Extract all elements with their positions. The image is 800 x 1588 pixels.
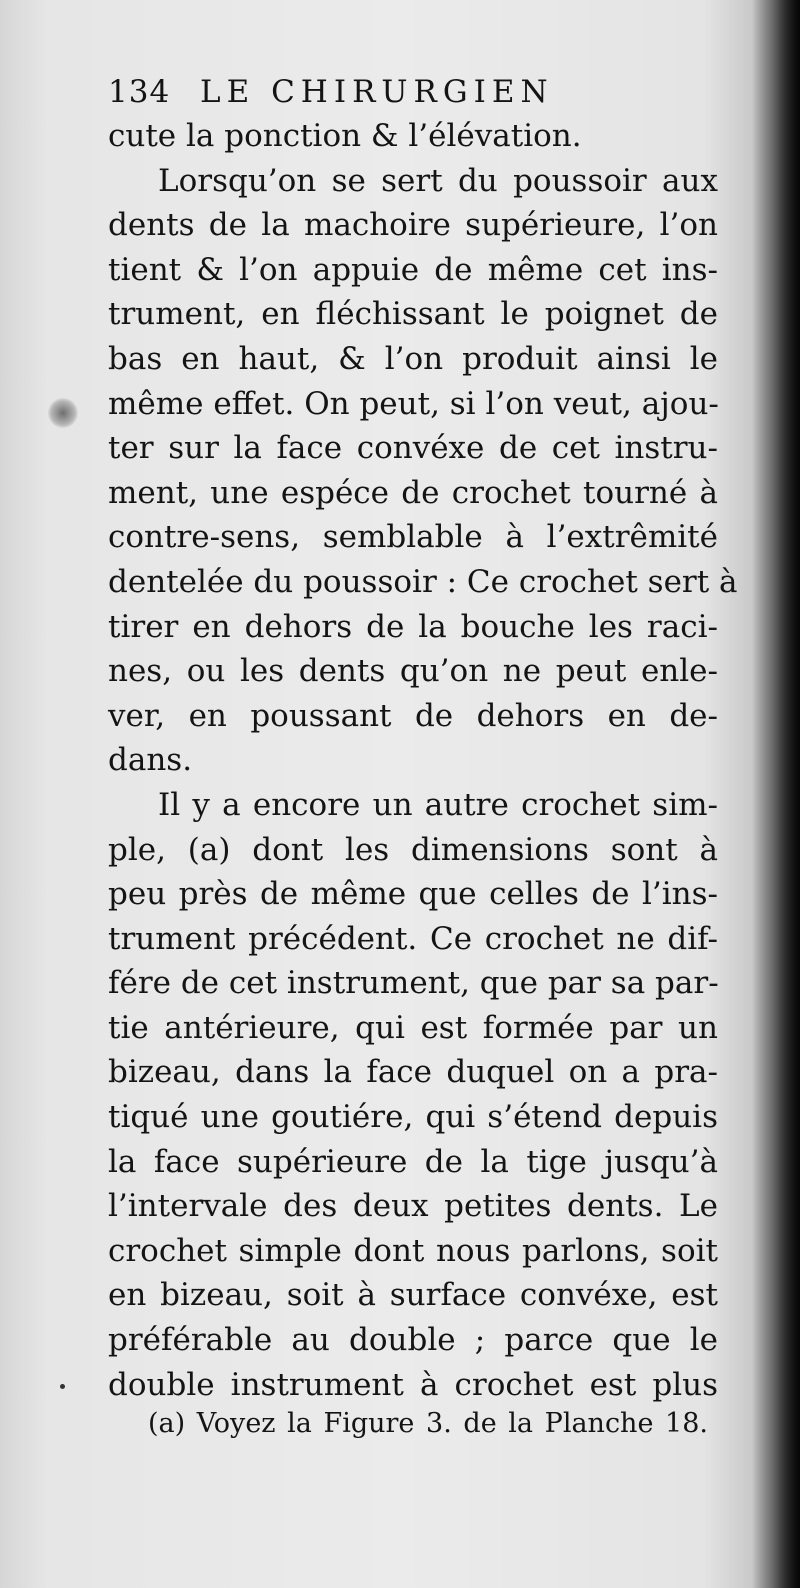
page-header (108, 74, 708, 118)
text-line: trument précédent. Ce crochet ne dif- (108, 920, 718, 957)
text-line: fére de cet instrument, que par sa par- (108, 965, 719, 1002)
text-line: crochet simple dont nous parlons, soit (108, 1232, 718, 1269)
text-line: nes, ou les dents qu’on ne peut enle- (108, 653, 718, 690)
paragraph (108, 159, 738, 783)
text-line: tirer en dehors de la bouche les raci- (108, 608, 718, 645)
text-line: bizeau, dans la face duquel on a pra- (108, 1054, 718, 1091)
text-line: trument, en fléchissant le poignet de (108, 296, 718, 333)
text-line: peu près de même que celles de l’ins- (108, 876, 718, 913)
text-line: dentelée du poussoir : Ce crochet sert à (108, 563, 738, 600)
text-line: double instrument à crochet est plus (108, 1366, 718, 1403)
text-line: Lorsqu’on se sert du poussoir aux (158, 162, 718, 199)
text-line: la face supérieure de la tige jusqu’à (108, 1143, 718, 1180)
ink-stain (48, 398, 78, 428)
footnote: (a) Voyez la Figure 3. de la Planche 18. (148, 1408, 708, 1439)
text-line: dents de la machoire supérieure, l’on (108, 207, 718, 244)
text-line: tie antérieure, qui est formée par un (108, 1009, 718, 1046)
text-line: bas en haut, & l’on produit ainsi le (108, 340, 718, 377)
text-line: ver, en poussant de dehors en de- (108, 697, 718, 734)
text-line: contre-sens, semblable à l’extrêmité (108, 519, 718, 556)
paragraph (108, 783, 718, 1407)
body-text (108, 114, 738, 1407)
text-line: l’intervale des deux petites dents. Le (108, 1188, 718, 1225)
paragraph (108, 114, 718, 159)
text-line: Il y a encore un autre crochet sim- (158, 786, 718, 823)
paper-speck (60, 1384, 65, 1389)
text-line: cute la ponction & l’élévation. (108, 118, 582, 154)
text-line: en bizeau, soit à surface convéxe, est (108, 1277, 718, 1314)
text-line: même effet. On peut, si l’on veut, ajou- (108, 385, 719, 422)
text-line: dans. (108, 742, 193, 779)
text-line: préférable au double ; parce que le (108, 1322, 718, 1359)
running-title: LE CHIRURGIEN (200, 74, 554, 110)
page-number: 134 (108, 74, 171, 110)
text-line: ment, une espéce de crochet tourné à (108, 474, 718, 511)
text-line: tient & l’on appuie de même cet ins- (108, 251, 718, 288)
binding-shadow (752, 0, 800, 1588)
text-line: tiqué une goutiére, qui s’étend depuis (108, 1099, 718, 1136)
text-line: ple, (a) dont les dimensions sont à (108, 831, 718, 868)
text-line: ter sur la face convéxe de cet instru- (108, 430, 718, 467)
